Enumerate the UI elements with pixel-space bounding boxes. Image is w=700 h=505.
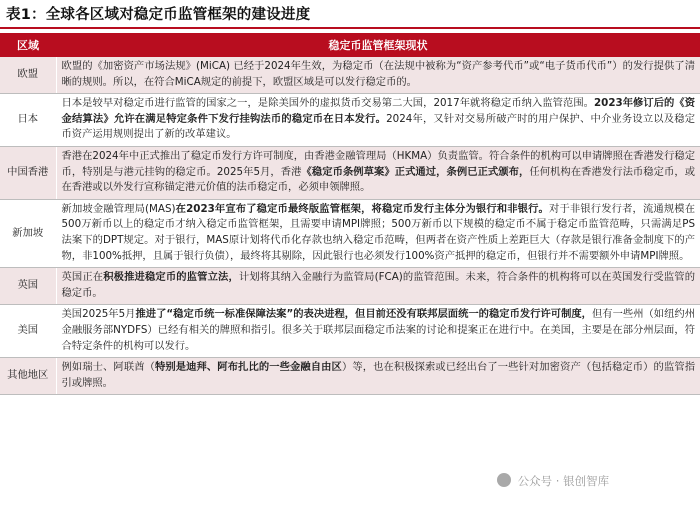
region-cell: 欧盟 (0, 57, 56, 94)
table-row (0, 305, 700, 358)
status-text: 例如瑞士、阿联酋（ (61, 361, 155, 374)
table-row (0, 358, 700, 395)
highlight-text: 《稳定币条例草案》正式通过，条例已正式颁布， (301, 165, 530, 178)
table-row (0, 57, 700, 94)
title-underline (0, 27, 700, 29)
table-title: 表1：全球各区域对稳定币监管框架的建设进度 (6, 7, 311, 23)
table-row (0, 146, 700, 199)
status-cell (56, 199, 700, 267)
table-body (0, 57, 700, 395)
status-text: 任何机构在香港发行法币稳定币，或在香港或以外发行宣称锚定港元价值的法币稳定币，必须申领牌照。 (61, 165, 696, 194)
status-cell (56, 358, 700, 395)
region-cell: 日本 (0, 94, 56, 147)
region-cell: 新加坡 (0, 199, 56, 267)
region-cell: 英国 (0, 268, 56, 305)
highlight-text: 积极推进稳定币的监管立法， (103, 271, 239, 284)
table-row (0, 268, 700, 305)
status-cell (56, 146, 700, 199)
status-text: 2024年，又针对交易所破产时的用户保护、中介业务设立以及稳定币资产运用规则提出了新的改革建议。 (61, 112, 695, 141)
status-text: 计划将其纳入金融行为监管局(FCA)的监管范围。未来，符合条件的机构将可以在英国发行受监管的稳定币。 (61, 271, 695, 299)
status-cell (56, 94, 700, 147)
highlight-text: 特别是迪拜、阿布扎比的一些金融自由区 (154, 361, 342, 374)
header-region: 区域 (0, 33, 56, 57)
highlight-text: 在2023年宣布了稳定币最终版监管框架，将稳定币发行主体分为银行和非银行。 (175, 202, 549, 215)
table-row (0, 199, 700, 267)
wechat-logo-icon (497, 473, 511, 487)
status-text: 但有一些州（如纽约州金融服务部NYDFS）已经有相关的牌照和指引。很多关于联邦层面稳定币法案的讨论和提案正在进行中。在美国，主要是在部分州层面，符合特定条件的机构可以发行。 (61, 308, 695, 352)
status-text: 香港在2024年中正式推出了稳定币发行方许可制度，由香港金融管理局（HKMA）负责监管。符合条件的机构可以申请牌照在香港发行稳定币，特别是与港元挂钩的稳定币。2025年5月，香港 (61, 149, 695, 178)
region-cell: 美国 (0, 305, 56, 358)
table-header-row (0, 33, 700, 57)
status-text: ）等，也在积极探索或已经出台了一些针对加密资产（包括稳定币）的监管指引或牌照。 (61, 361, 696, 389)
status-text: 日本是较早对稳定币进行监管的国家之一，是除美国外的虚拟货币交易第二大国，2017年就将稳定币纳入监管范围。 (61, 97, 595, 110)
highlight-text: 2023年修订后的《资金结算法》允许在满足特定条件下发行挂钩法币的稳定币在日本发行。 (61, 97, 695, 125)
status-cell (56, 268, 700, 305)
status-text: 美国2025年5月 (61, 308, 136, 321)
status-cell (56, 57, 700, 94)
status-text: 新加坡金融管理局(MAS) (61, 202, 176, 215)
table-row (0, 94, 700, 147)
region-cell: 其他地区 (0, 358, 56, 395)
status-text: 英国正在 (61, 271, 104, 284)
status-text: 欧盟的《加密资产市场法规》(MiCA) 已经于2024年生效，为稳定币（在法规中被称为“资产参考代币”或“电子货币代币”）的发行提供了清晰的规则。所以，在符合MiCA规定的前提下，欧盟区域是可以发行稳定币的。 (61, 60, 695, 88)
header-status: 稳定币监管框架现状 (56, 33, 700, 57)
region-cell: 中国香港 (0, 146, 56, 199)
status-cell (56, 305, 700, 358)
highlight-text: 推进了“稳定币统一标准保障法案”的表决进程，但目前还没有联邦层面统一的稳定币发行许可制度， (135, 308, 592, 321)
status-text: 对于非银行发行者，流通规模在500万新币以上的稳定币才纳入稳定币监管框架，且需要申请MPI牌照；500万新币以下规模的稳定币不属于稳定币监管范畴，只需满足PS法案下的DPT规定。对于银行，MAS原计划将代币化存款也纳入稳定币范畴，但两者在资产性质上差距巨大（存款是银行准备金制度下的产物，非100%抵押，且属于银行负债），最终将其剔除，因此银行也必须发行100%资产抵押的稳定币，但银行并不需要额外申请MPI牌照。 (61, 202, 696, 262)
watermark (497, 473, 609, 489)
watermark-text: 公众号 · 银创智库 (517, 474, 610, 488)
stablecoin-regulation-table (0, 33, 700, 395)
